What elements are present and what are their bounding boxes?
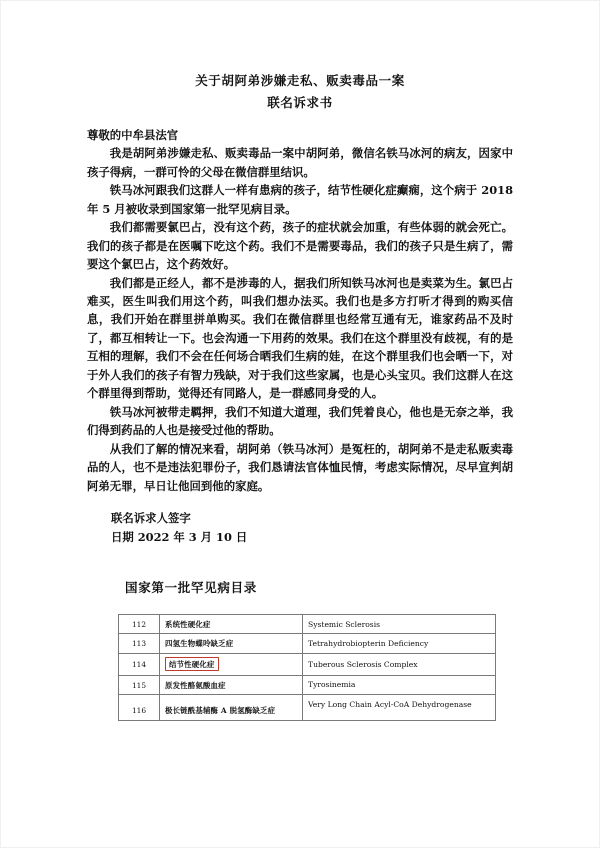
row-id: 116 (119, 695, 160, 720)
signature-block (111, 509, 513, 546)
row-name-en: Systemic Sclerosis (303, 615, 496, 634)
letter-paragraph: 铁马冰河跟我们这群人一样有患病的孩子，结节性硬化症癫痫，这个病于 2018 年 5 月被收录到国家第一批罕见病目录。 (87, 183, 513, 216)
row-name-en: Very Long Chain Acyl-CoA Dehydrogenase (303, 695, 496, 720)
highlight-annotation-box: 结节性硬化症 (165, 657, 219, 671)
row-name-en: Tuberous Sclerosis Complex (303, 653, 496, 675)
signature-date: 日期 2022 年 3 月 10 日 (111, 529, 248, 544)
row-name-en: Tetrahydrobiopterin Deficiency (303, 634, 496, 653)
letter-paragraph: 我是胡阿弟涉嫌走私、贩卖毒品一案中胡阿弟，微信名铁马冰河的病友，因家中孩子得病，一群可怜的父母在微信群里结识。 (87, 146, 513, 179)
table-row-highlighted (119, 653, 496, 675)
row-id: 113 (119, 634, 160, 653)
table-row (119, 695, 496, 720)
table-row (119, 675, 496, 694)
rare-disease-catalog-table (118, 614, 496, 721)
row-name-cn (160, 675, 303, 694)
row-id: 115 (119, 675, 160, 694)
letter-paragraph: 铁马冰河被带走羁押，我们不知道大道理，我们凭着良心，他也是无奈之举，我们得到药品的人也是接受过他的帮助。 (87, 404, 513, 438)
row-name-cn-text: 四氢生物蝶呤缺乏症 (165, 639, 234, 649)
row-name-cn (160, 653, 303, 675)
salutation: 尊敬的中牟县法官 (87, 127, 179, 142)
letter-paragraph: 从我们了解的情况来看，胡阿弟（铁马冰河）是冤枉的，胡阿弟不是走私贩卖毒品的人，也不是违法犯罪份子，我们恳请法官体恤民情，考虑实际情况，尽早宣判胡阿弟无罪，早日让他回到他的家庭。 (87, 441, 513, 493)
letter-paragraph: 我们都需要氯巴占，没有这个药，孩子的症状就会加重，有些体弱的就会死亡。我们的孩子都是在医嘱下吃这个药。我们不是需要毒品，我们的孩子只是生病了，需要这个氯巴占，这个药效好。 (87, 220, 513, 272)
row-name-cn (160, 695, 303, 720)
title-block (1, 1, 599, 113)
row-name-en: Tyrosinemia (303, 675, 496, 694)
row-name-cn-text: 原发性酪氨酸血症 (165, 680, 226, 690)
row-id: 112 (119, 615, 160, 634)
table-row (119, 634, 496, 653)
row-name-cn (160, 615, 303, 634)
row-name-cn-text: 系统性硬化症 (165, 619, 211, 629)
row-name-cn (160, 634, 303, 653)
table-row (119, 615, 496, 634)
document-title: 关于胡阿弟涉嫌走私、贩卖毒品一案 (195, 73, 405, 88)
signature-label: 联名诉求人签字 (111, 511, 191, 526)
letter-body (87, 126, 513, 495)
row-name-cn-text: 极长链酰基辅酶 A 脱氢酶缺乏症 (165, 705, 276, 715)
row-id: 114 (119, 653, 160, 675)
letter-paragraph: 我们都是正经人，都不是涉毒的人，据我们所知铁马冰河也是卖菜为生。氯巴占难买，医生叫我们用这个药，叫我们想办法买。我们也是多方打听才得到的购买信息，我们开始在群里拼单购买。我们在微信群里也经常互通有无，谁家药品不及时了，都互相转让一下。也会沟通一下用药的效果。我们在这个群里没有歧视，有的是互相的理解，我们不会在任何场合晒我们生病的娃，在这个群里我们也会晒一下，对于外人我们的孩子有智力残缺，对于我们这些家属，也是心头宝贝。我们这群人在这个群里得到帮助，觉得还有同路人，是一群感同身受的人。 (87, 275, 513, 401)
document-subtitle: 联名诉求书 (267, 95, 333, 111)
catalog-heading: 国家第一批罕见病目录 (125, 580, 258, 596)
